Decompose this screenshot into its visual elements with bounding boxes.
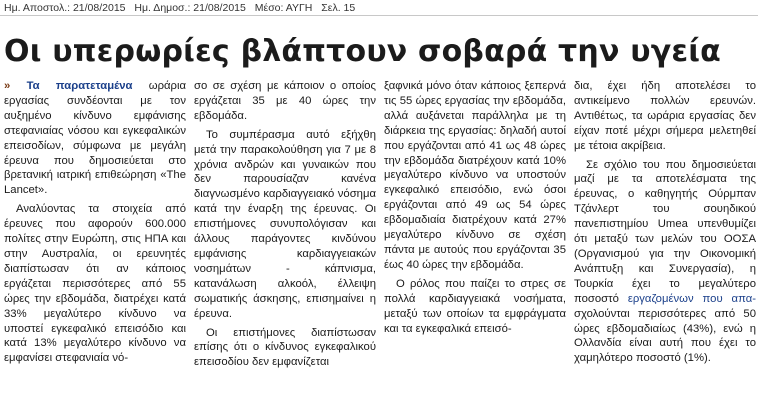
medium: Μέσο: ΑΥΓΗ [254, 2, 313, 14]
paragraph: Οι επιστήμονες διαπίστωσαν επίσης ότι ο κίνδυνος εγκεφαλικού επεισοδίου δεν εμφανίζεται [194, 326, 376, 369]
paragraph-text: ωράρια εργασίας συνδέονται με τον αυξημένο κίνδυνο εμφάνισης στεφανιαίας νόσου και εγκεφαλικών επεισοδίων, σύμφωνα με μεγάλη έρευνα που δημοσιεύεται στο βρετανική ιατρική επιθεώρηση «The Lancet». [4, 80, 186, 197]
column-4 [574, 79, 756, 405]
date-published: Ημ. Δημοσ.: 21/08/2015 [134, 2, 246, 14]
column-1 [4, 79, 186, 405]
date-sent: Ημ. Αποστολ.: 21/08/2015 [4, 2, 126, 14]
paragraph: Ο ρόλος που παίζει το στρες σε πολλά καρδιαγγειακά νοσήματα, μεταξύ των οποίων τα εμφράγματα και τα εγκεφαλικά επεισό- [384, 277, 566, 335]
paragraph: Αναλύοντας τα στοιχεία από έρευνες που αφορούν 600.000 πολίτες στην Ευρώπη, στις ΗΠΑ και στην Αυστραλία, οι ερευνητές διαπίστωσαν ότι αν κάποιος εργάζεται περισσότερες από 55 ώρες την εβδομάδα, διατρέχει κατά 33% μεγαλύτερο κίνδυνο να υποστεί εγκεφαλικό επεισόδιο και κατά 13% μεγαλύτερο κίνδυνο να εμφανίσει στεφανιαία νό- [4, 203, 186, 365]
paragraph-text: Σε σχόλιο του που δημοσιεύεται μαζί με τα αποτελέσματα της έρευνας, ο καθηγητής Ούρμπαν Τζάνλερτ του σουηδικού πανεπιστημίου Umea υπενθυμίζει ότι μεταξύ των μελών του ΟΟΣΑ (Οργανισμού για την Οικονομική Ανάπτυξη και Συνεργασία), η Τουρκία έχει το μεγαλύτερο ποσοστό [574, 158, 756, 305]
lead-arrow-mark: » [4, 80, 11, 92]
paragraph: σο σε σχέση με κάποιον ο οποίος εργάζεται 35 με 40 ώρες την εβδομάδα. [194, 80, 376, 122]
article-headline: Οι υπερωρίες βλάπτουν σοβαρά την υγεία [4, 34, 721, 69]
clipping-metadata-bar [0, 0, 758, 16]
paragraph [4, 79, 186, 198]
column-2 [194, 79, 376, 405]
page-number: Σελ. 15 [321, 2, 356, 14]
highlighted-phrase: εργαζομένων που απα- [627, 292, 756, 305]
paragraph: ξαφνικά μόνο όταν κάποιος ξεπερνά τις 55 ώρες εργασίας την εβδομάδα, αλλά αυξάνεται παράλληλα με τη διάρκεια της εργασίας: δηλαδή αυτοί που εργάζονται από 41 ως 48 ώρες την εβδομάδα διατρέχουν κατά 10% μεγαλύτερο κίνδυνο να υποστούν εγκεφαλικό επεισόδιο, ενώ όσοι εργάζονται από 49 ως 54 ώρες εβδομαδιαία διατρέχουν κατά 27% μεγαλύτερο κίνδυνο σε σχέση πάντα με αυτούς που εργάζονται 35 έως 40 ώρες την εβδομάδα. [384, 80, 566, 271]
paragraph-text: σχολούνται περισσότερες από 50 ώρες εβδομαδιαίως (43%), ενώ η Ολλανδία είναι αυτή που έχει το χαμηλότερο ποσοστό (1%). [574, 307, 756, 365]
article-body [4, 79, 756, 405]
paragraph: δια, έχει ήδη αποτελέσει το αντικείμενο πολλών ερευνών. Αντιθέτως, τα ωράρια εργασίας δεν είχαν ποτέ μέχρι σήμερα μελετηθεί με τέτοια ακρίβεια. [574, 80, 756, 152]
lead-in-text: Τα παρατεταμένα [26, 80, 133, 92]
paragraph: Το συμπέρασμα αυτό εξήχθη μετά την παρακολούθηση για 7 με 8 χρόνια ανδρών και γυναικών που δεν παρουσίαζαν κανένα διαγνωσμένο καρδιαγγειακό νόσημα κατά την έναρξη της έρευνας. Οι επιστήμονες συνυπολόγισαν και άλλους παράγοντες κινδύνου εμφάνισης καρδιαγγειακών νοσημάτων - κάπνισμα, κατανάλωση αλκοόλ, έλλειψη σωματικής άσκησης, επισημαίνει η έρευνα. [194, 128, 376, 320]
paragraph [574, 158, 756, 367]
column-3 [384, 79, 566, 405]
